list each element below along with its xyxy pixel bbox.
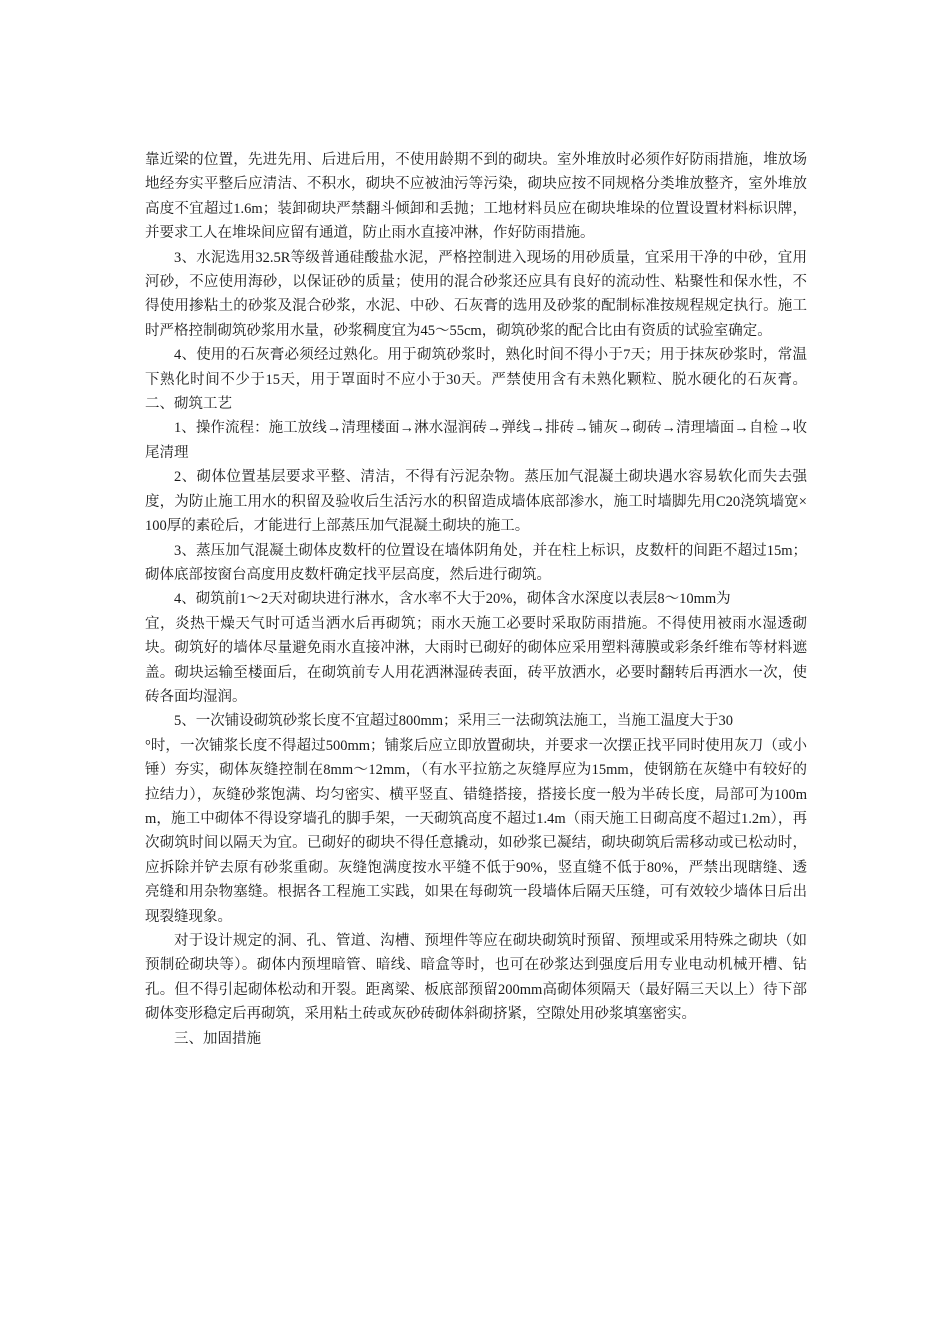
paragraph-11: 对于设计规定的洞、孔、管道、沟槽、预埋件等应在砌块砌筑时预留、预埋或采用特殊之砌块（如预制砼砌块等）。砌体内预埋暗管、暗线、暗盒等时，也可在砂浆达到强度后用专业电动机械开槽、钻孔。但不得引起砌体松动和开裂。距离梁、板底部预留200mm高砌体须隔天（最好隔三天以上）待下部砌体变形稳定后再砌筑，采用粘土砖或灰砂砖砌体斜砌挤紧，空隙处用砂浆填塞密实。 xyxy=(145,933,807,1023)
paragraph-9: 5、一次铺设砌筑砂浆长度不宜超过800mm；采用三一法砌筑法施工，当施工温度大于30 xyxy=(174,713,734,730)
paragraph-8: 宜，炎热干燥天气时可适当洒水后再砌筑；雨水天施工必要时采取防雨措施。不得使用被雨水湿透砌块。砌筑好的墙体尽量避免雨水直接冲淋，大雨时已砌好的砌体应采用塑料薄膜或彩条纤维布等材料遮盖。砌块运输至楼面后，在砌筑前专人用花洒淋湿砖表面，砖平放洒水，必要时翻转后再洒水一次，使砖各面均湿润。 xyxy=(145,615,807,705)
paragraph-7: 4、砌筑前1～2天对砌块进行淋水，含水率不大于20%，砌体含水深度以表层8～10mm为 xyxy=(174,591,731,608)
paragraph-10: °时，一次铺浆长度不得超过500mm；铺浆后应立即放置砌块，并要求一次摆正找平同时使用灰刀（或小锤）夯实，砌体灰缝控制在8mm～12mm，（有水平拉筋之灰缝厚应为15mm，使钢筋在灰缝中有较好的拉结力），灰缝砂浆饱满、均匀密实、横平竖直、错缝搭接，搭接长度一般为半砖长度，局部可为100mm，施工中砌体不得设穿墙孔的脚手架，一天砌筑高度不超过1.4m（雨天施工日砌高度不超过1.2m），再次砌筑时间以隔天为宜。已砌好的砌块不得任意撬动，如砂浆已凝结，砌块砌筑后需移动或已松动时，应拆除并铲去原有砂浆重砌。灰缝饱满度按水平缝不低于90%，竖直缝不低于80%，严禁出现瞎缝、透亮缝和用杂物塞缝。根据各工程施工实践，如果在每砌筑一段墙体后隔天压缝，可有效较少墙体日后出现裂缝现象。 xyxy=(145,737,807,925)
paragraph-1: 靠近梁的位置，先进先用、后进后用，不使用龄期不到的砌块。室外堆放时必须作好防雨措施，堆放场地经夯实平整后应清洁、不积水，砌块不应被油污等污染，砌块应按不同规格分类堆放整齐，室外堆放高度不宜超过1.6m；装卸砌块严禁翻斗倾卸和丢抛；工地材料员应在砌块堆垛的位置设置材料标识牌，并要求工人在堆垛间应留有通道，防止雨水直接冲淋，作好防雨措施。 xyxy=(145,152,807,242)
paragraph-3: 4、使用的石灰膏必须经过熟化。用于砌筑砂浆时，熟化时间不得小于7天；用于抹灰砂浆时，常温下熟化时间不少于15天，用于罩面时不应小于30天。严禁使用含有未熟化颗粒、脱水硬化的石灰膏。二、砌筑工艺 xyxy=(145,347,807,413)
paragraph-5: 2、砌体位置基层要求平整、清洁，不得有污泥杂物。蒸压加气混凝土砌块遇水容易软化而失去强度，为防止施工用水的积留及验收后生活污水的积留造成墙体底部渗水，施工时墙脚先用C20浇筑墙宽×100厚的素砼后，才能进行上部蒸压加气混凝土砌块的施工。 xyxy=(145,469,807,535)
paragraph-4: 1、操作流程：施工放线→清理楼面→淋水湿润砖→弹线→排砖→铺灰→砌砖→清理墙面→自检→收尾清理 xyxy=(145,420,807,461)
section-heading: 三、加固措施 xyxy=(174,1030,261,1047)
paragraph-6: 3、蒸压加气混凝土砌体皮数杆的位置设在墙体阴角处，并在柱上标识，皮数杆的间距不超过15m；砌体底部按窗台高度用皮数杆确定找平层高度，然后进行砌筑。 xyxy=(145,542,807,583)
paragraph-2: 3、水泥选用32.5R等级普通硅酸盐水泥，严格控制进入现场的用砂质量，宜采用干净的中砂，宜用河砂，不应使用海砂，以保证砂的质量；使用的混合砂浆还应具有良好的流动性、粘聚性和保水性，不得使用掺粘土的砂浆及混合砂浆，水泥、中砂、石灰膏的选用及砂浆的配制标准按规程规定执行。施工时严格控制砌筑砂浆用水量，砂浆稠度宜为45～55cm，砌筑砂浆的配合比由有资质的试验室确定。 xyxy=(145,249,807,339)
document-body xyxy=(145,148,807,1051)
